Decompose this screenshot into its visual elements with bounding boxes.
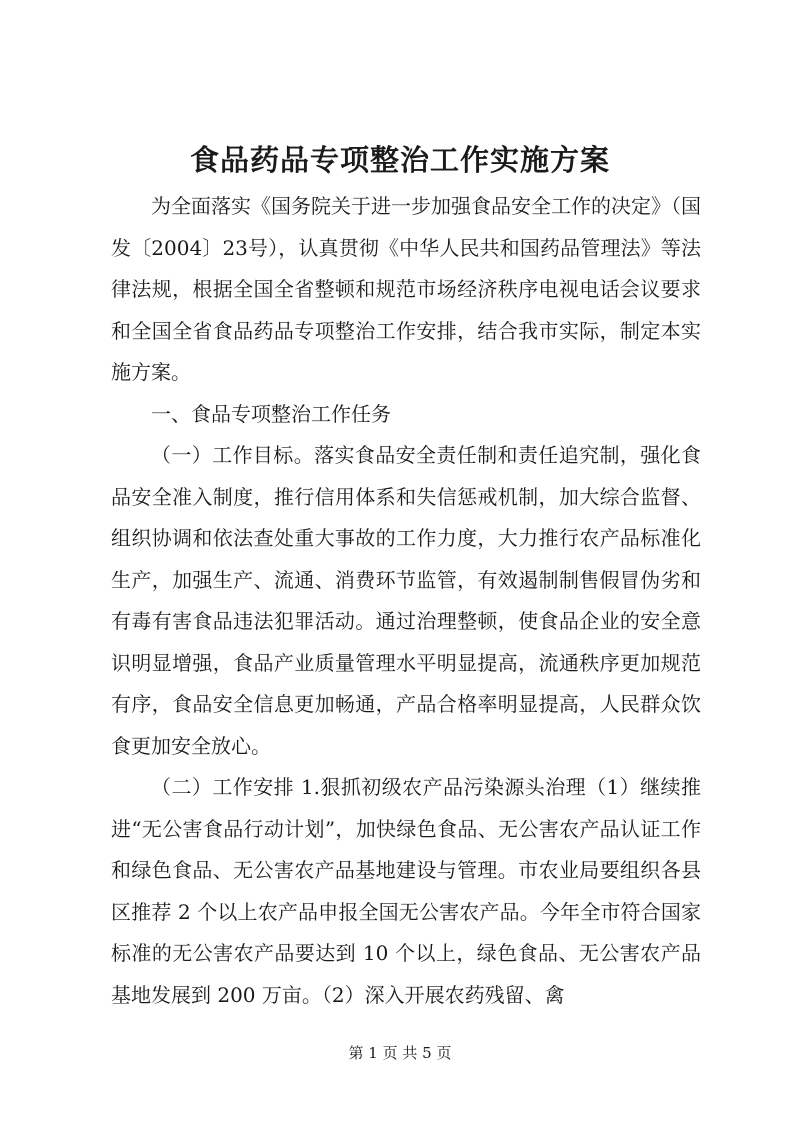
paragraph-work-goals: （一）工作目标。落实食品安全责任制和责任追究制，强化食品安全准入制度，推行信用体系和失信惩戒机制，加大综合监督、组织协调和依法查处重大事故的工作力度，大力推行农产品标准化生产，加强生产、流通、消费环节监管，有效遏制制售假冒伪劣和有毒有害食品违法犯罪活动。通过治理整顿，使食品企业的安全意识明显增强，食品产业质量管理水平明显提高，流通秩序更加规范有序，食品安全信息更加畅通，产品合格率明显提高，人民群众饮食更加安全放心。 <box>111 443 701 758</box>
paragraph-work-arrangement: （二）工作安排 1.狠抓初级农产品污染源头治理（1）继续推进“无公害食品行动计划”，加快绿色食品、无公害农产品认证工作和绿色食品、无公害农产品基地建设与管理。市农业局要组织各县区推荐 2 个以上农产品申报全国无公害农产品。今年全市符合国家标准的无公害农产品要达到 10 个以上，绿色食品、无公害农产品基地发展到 200 万亩。（2）深入开展农药残留、禽 <box>111 775 701 1007</box>
document-body <box>111 186 701 1016</box>
paragraph-intro: 为全面落实《国务院关于进一步加强食品安全工作的决定》（国发〔2004〕23号），认真贯彻《中华人民共和国药品管理法》等法律法规，根据全国全省整顿和规范市场经济秩序电视电话会议要求和全国全省食品药品专项整治工作安排，结合我市实际，制定本实施方案。 <box>111 194 701 384</box>
section-heading-food-tasks: 一、食品专项整治工作任务 <box>151 401 391 426</box>
document-title: 食品药品专项整治工作实施方案 <box>189 143 610 177</box>
page-footer: 第 1 页 共 5 页 <box>348 1044 452 1062</box>
